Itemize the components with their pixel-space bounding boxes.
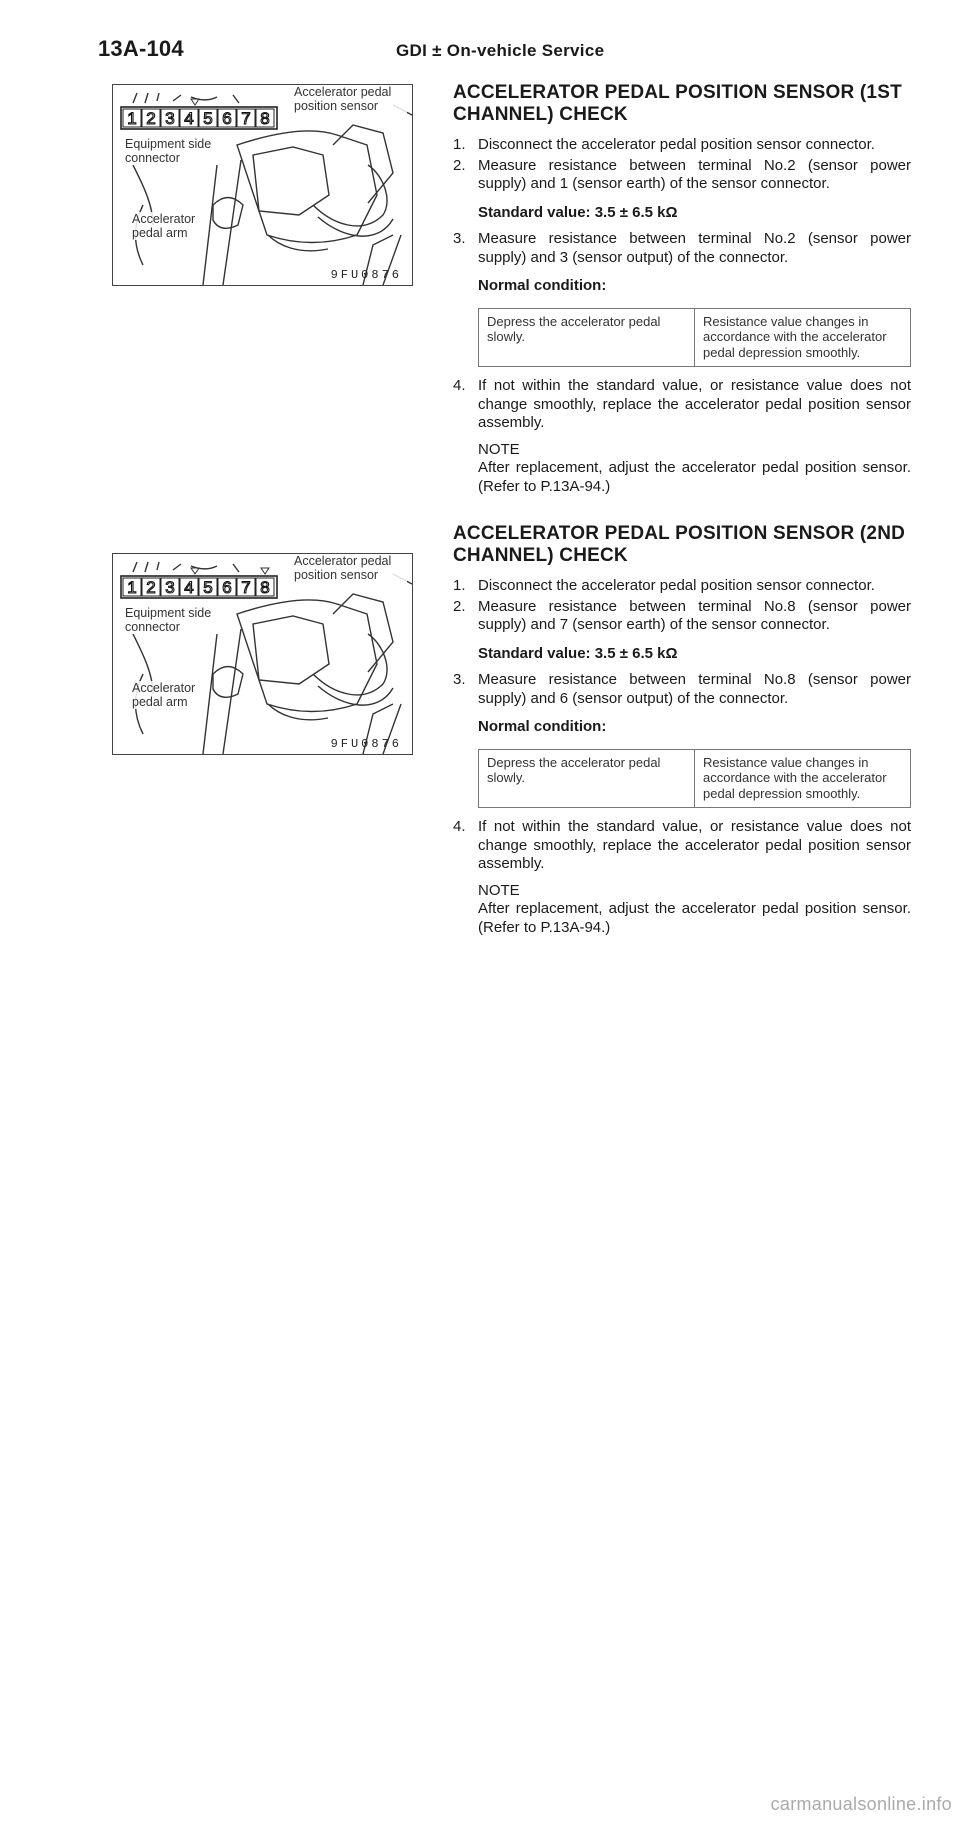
- figure-2nd-channel: [112, 553, 413, 755]
- section-title: ACCELERATOR PEDAL POSITION SENSOR (1ST CHANNEL) CHECK: [453, 82, 902, 125]
- connector-label: Equipment side connector: [124, 606, 222, 634]
- step-number: 1.: [453, 577, 466, 594]
- condition-table: [478, 749, 911, 809]
- step-number: 3.: [453, 230, 466, 247]
- connector-pin-number: 5: [203, 578, 213, 597]
- section-2nd-channel: [453, 523, 911, 937]
- standard-value: Standard value: 3.5 ± 6.5 kΩ: [478, 203, 678, 221]
- sensor-label: Accelerator pedal position sensor: [293, 554, 407, 582]
- step-4: [453, 377, 911, 433]
- section-title: ACCELERATOR PEDAL POSITION SENSOR (2ND CHANNEL) CHECK: [453, 523, 906, 566]
- note-text: After replacement, adjust the accelerator pedal position sensor. (Refer to P.13A-94.): [478, 900, 911, 936]
- step-text: Measure resistance between terminal No.8 (sensor power supply) and 7 (sensor earth) of the sensor connector.: [478, 597, 911, 633]
- step-1: [453, 136, 911, 155]
- condition-table: [478, 308, 911, 368]
- connector-pin-number: 7: [241, 109, 251, 128]
- result-cell: Resistance value changes in accordance with the accelerator pedal depression smoothly.: [695, 308, 911, 367]
- figure-code: 9FU0876: [330, 737, 402, 751]
- step-text: Measure resistance between terminal No.8 (sensor power supply) and 6 (sensor output) of the connector.: [478, 671, 911, 707]
- note-text: After replacement, adjust the accelerator pedal position sensor. (Refer to P.13A-94.): [478, 459, 911, 495]
- connector-pin-number: 4: [184, 578, 194, 597]
- connector-pin-number: 1: [127, 578, 137, 597]
- running-header: GDI ± On-vehicle Service: [396, 41, 605, 60]
- figure-1st-channel: [112, 84, 413, 286]
- arm-label: Accelerator pedal arm: [131, 681, 207, 709]
- connector-pin-number: 7: [241, 578, 251, 597]
- step-2: [453, 598, 911, 635]
- step-text: Disconnect the accelerator pedal position sensor connector.: [478, 577, 875, 594]
- connector-pin-number: 2: [146, 109, 156, 128]
- page-number: 13A-104: [98, 36, 184, 61]
- connector-pin-number: 3: [165, 109, 175, 128]
- note-label: NOTE: [478, 440, 520, 458]
- step-text: Measure resistance between terminal No.2 (sensor power supply) and 3 (sensor output) of the connector.: [478, 230, 911, 266]
- result-cell: Resistance value changes in accordance with the accelerator pedal depression smoothly.: [695, 749, 911, 808]
- step-number: 4.: [453, 377, 466, 394]
- step-3: [453, 230, 911, 267]
- step-2: [453, 157, 911, 194]
- step-text: If not within the standard value, or resistance value does not change smoothly, replace the accelerator pedal position sensor assembly.: [478, 818, 911, 872]
- connector-pin-number: 8: [260, 578, 270, 597]
- step-3: [453, 671, 911, 708]
- table-row: [479, 749, 911, 808]
- step-text: Disconnect the accelerator pedal position sensor connector.: [478, 136, 875, 153]
- standard-value: Standard value: 3.5 ± 6.5 kΩ: [478, 644, 678, 662]
- step-number: 2.: [453, 156, 466, 174]
- connector-pin-number: 3: [165, 578, 175, 597]
- connector-pin-number: 8: [260, 109, 270, 128]
- step-number: 2.: [453, 597, 466, 615]
- figure-code: 9FU0876: [330, 268, 402, 282]
- connector-pin-number: 4: [184, 109, 194, 128]
- condition-cell: Depress the accelerator pedal slowly.: [479, 749, 695, 808]
- step-text: Measure resistance between terminal No.2 (sensor power supply) and 1 (sensor earth) of the sensor connector.: [478, 156, 911, 192]
- normal-condition-label: Normal condition:: [478, 277, 607, 294]
- connector-pins: [113, 85, 412, 285]
- connector-pin-number: 6: [222, 578, 232, 597]
- note-label: NOTE: [478, 881, 520, 899]
- normal-condition-label: Normal condition:: [478, 718, 607, 735]
- step-number: 3.: [453, 671, 466, 688]
- step-text: If not within the standard value, or resistance value does not change smoothly, replace the accelerator pedal position sensor assembly.: [478, 377, 911, 431]
- watermark: carmanualsonline.info: [770, 1794, 952, 1814]
- connector-pins: [113, 554, 412, 754]
- step-number: 1.: [453, 136, 466, 153]
- arm-label: Accelerator pedal arm: [131, 212, 207, 240]
- connector-pin-number: 6: [222, 109, 232, 128]
- section-1st-channel: [453, 82, 911, 496]
- connector-pin-number: 5: [203, 109, 213, 128]
- step-number: 4.: [453, 818, 466, 835]
- table-row: [479, 308, 911, 367]
- step-4: [453, 818, 911, 874]
- condition-cell: Depress the accelerator pedal slowly.: [479, 308, 695, 367]
- connector-label: Equipment side connector: [124, 137, 222, 165]
- step-1: [453, 577, 911, 596]
- connector-pin-number: 2: [146, 578, 156, 597]
- connector-pin-number: 1: [127, 109, 137, 128]
- sensor-label: Accelerator pedal position sensor: [293, 85, 407, 113]
